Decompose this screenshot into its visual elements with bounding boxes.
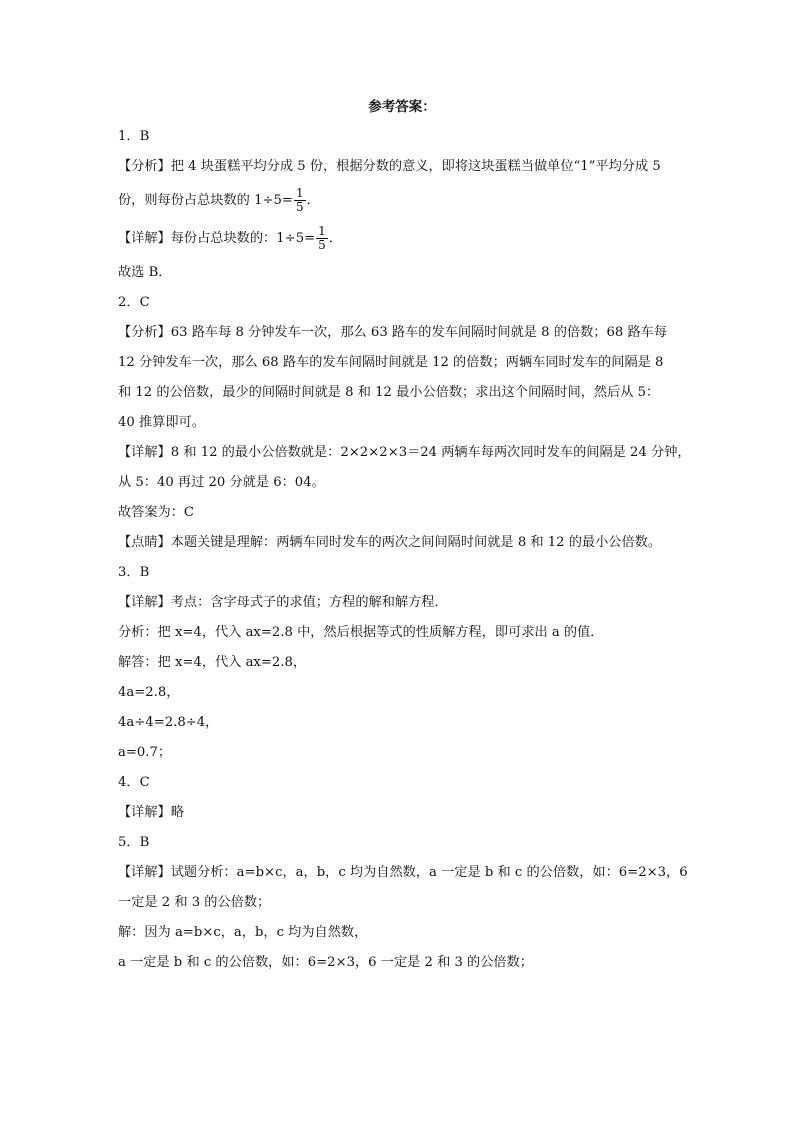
fraction-numerator: 1: [318, 224, 326, 238]
text-line: [118, 832, 686, 854]
text-line: [118, 802, 686, 824]
text-line: [118, 262, 686, 284]
text-line: [118, 862, 686, 884]
line-text: 故答案为：C: [118, 505, 195, 520]
line-text: 解答：把 x=4，代入 ax=2.8，: [118, 655, 307, 670]
line-text: 40 推算即可。: [118, 415, 205, 430]
text-line: [118, 532, 686, 554]
line-text: 2．C: [118, 295, 150, 310]
text-line: [118, 562, 686, 584]
text-line: [118, 126, 686, 148]
text-line: [118, 772, 686, 794]
line-text: 1．B: [118, 129, 150, 144]
line-text: 5．B: [118, 835, 150, 850]
text-line: [118, 412, 686, 434]
line-text: 分析：把 x=4，代入 ax=2.8 中，然后根据等式的性质解方程，即可求出 a 的值．: [118, 625, 604, 640]
text-line: [118, 892, 686, 914]
text-line: [118, 712, 686, 734]
line-text: 【点睛】本题关键是理解：两辆车同时发车的两次之间间隔时间就是 8 和 12 的最小公倍数。: [118, 535, 662, 550]
text-line: [118, 186, 686, 216]
line-text: 份，则每份占总块数的 1÷5=: [118, 193, 293, 208]
line-text: 【分析】63 路车每 8 分钟发车一次，那么 63 路车的发车间隔时间就是 8 的倍数；68 路车每: [118, 325, 668, 340]
answer-body: [118, 126, 691, 974]
text-line: [118, 502, 686, 524]
line-text: 4a=2.8，: [118, 685, 180, 700]
line-text: a 一定是 b 和 c 的公倍数，如：6=2×3，6 一定是 2 和 3 的公倍数；: [118, 955, 533, 970]
line-text: 【详解】考点：含字母式子的求值；方程的解和解方程．: [118, 595, 448, 610]
line-text: 解：因为 a=b×c，a，b，c 均为自然数，: [118, 925, 368, 940]
line-text: 【详解】略: [118, 805, 184, 820]
text-line: [118, 652, 686, 674]
text-line: [118, 382, 686, 404]
text-line: [118, 922, 686, 944]
text-line: [118, 952, 686, 974]
line-text: 4a÷4=2.8÷4，: [118, 715, 219, 730]
line-text: 一定是 2 和 3 的公倍数；: [118, 895, 271, 910]
fraction-denominator: 5: [295, 200, 304, 214]
line-text: 【详解】每份占总块数的：1÷5=: [118, 231, 316, 246]
line-text: 和 12 的公倍数，最少的间隔时间就是 8 和 12 最小公倍数；求出这个间隔时间，然后从 5：: [118, 385, 660, 400]
answer-page: [118, 96, 691, 982]
line-text: 12 分钟发车一次，那么 68 路车的发车间隔时间就是 12 的倍数；两辆车同时发车的间隔是 8: [118, 355, 664, 370]
text-line: [118, 292, 686, 314]
text-line: [118, 322, 686, 344]
text-line: [118, 352, 686, 374]
text-line: [118, 472, 686, 494]
fraction-denominator: 5: [318, 238, 326, 252]
line-text: 【详解】8 和 12 的最小公倍数就是：2×2×2×3＝24 两辆车每两次同时发车的间隔是 24 分钟，: [118, 445, 691, 460]
line-text: 【详解】试题分析：a=b×c，a，b，c 均为自然数，a 一定是 b 和 c 的公倍数，如：6=2×3，6: [118, 865, 688, 880]
line-text: 故选 B．: [118, 265, 172, 280]
fraction-numerator: 1: [295, 186, 304, 200]
text-line: [118, 224, 686, 254]
line-text: 3．B: [118, 565, 150, 580]
page-title: 参考答案：: [368, 99, 436, 115]
text-line: [118, 592, 686, 614]
text-line: [118, 742, 686, 764]
text-line: [118, 156, 686, 178]
line-text: a=0.7；: [118, 745, 172, 760]
line-text: 【分析】把 4 块蛋糕平均分成 5 份，根据分数的意义，即将这块蛋糕当做单位“1”平均分成 5: [118, 159, 661, 174]
fraction: [316, 225, 328, 252]
line-suffix: ．: [306, 193, 320, 208]
line-suffix: ．: [328, 231, 342, 246]
text-line: [118, 622, 686, 644]
line-text: 从 5：40 再过 20 分就是 6：04。: [118, 475, 325, 490]
line-text: 4．C: [118, 775, 150, 790]
text-line: [118, 682, 686, 704]
fraction: [294, 187, 306, 214]
text-line: [118, 442, 691, 464]
